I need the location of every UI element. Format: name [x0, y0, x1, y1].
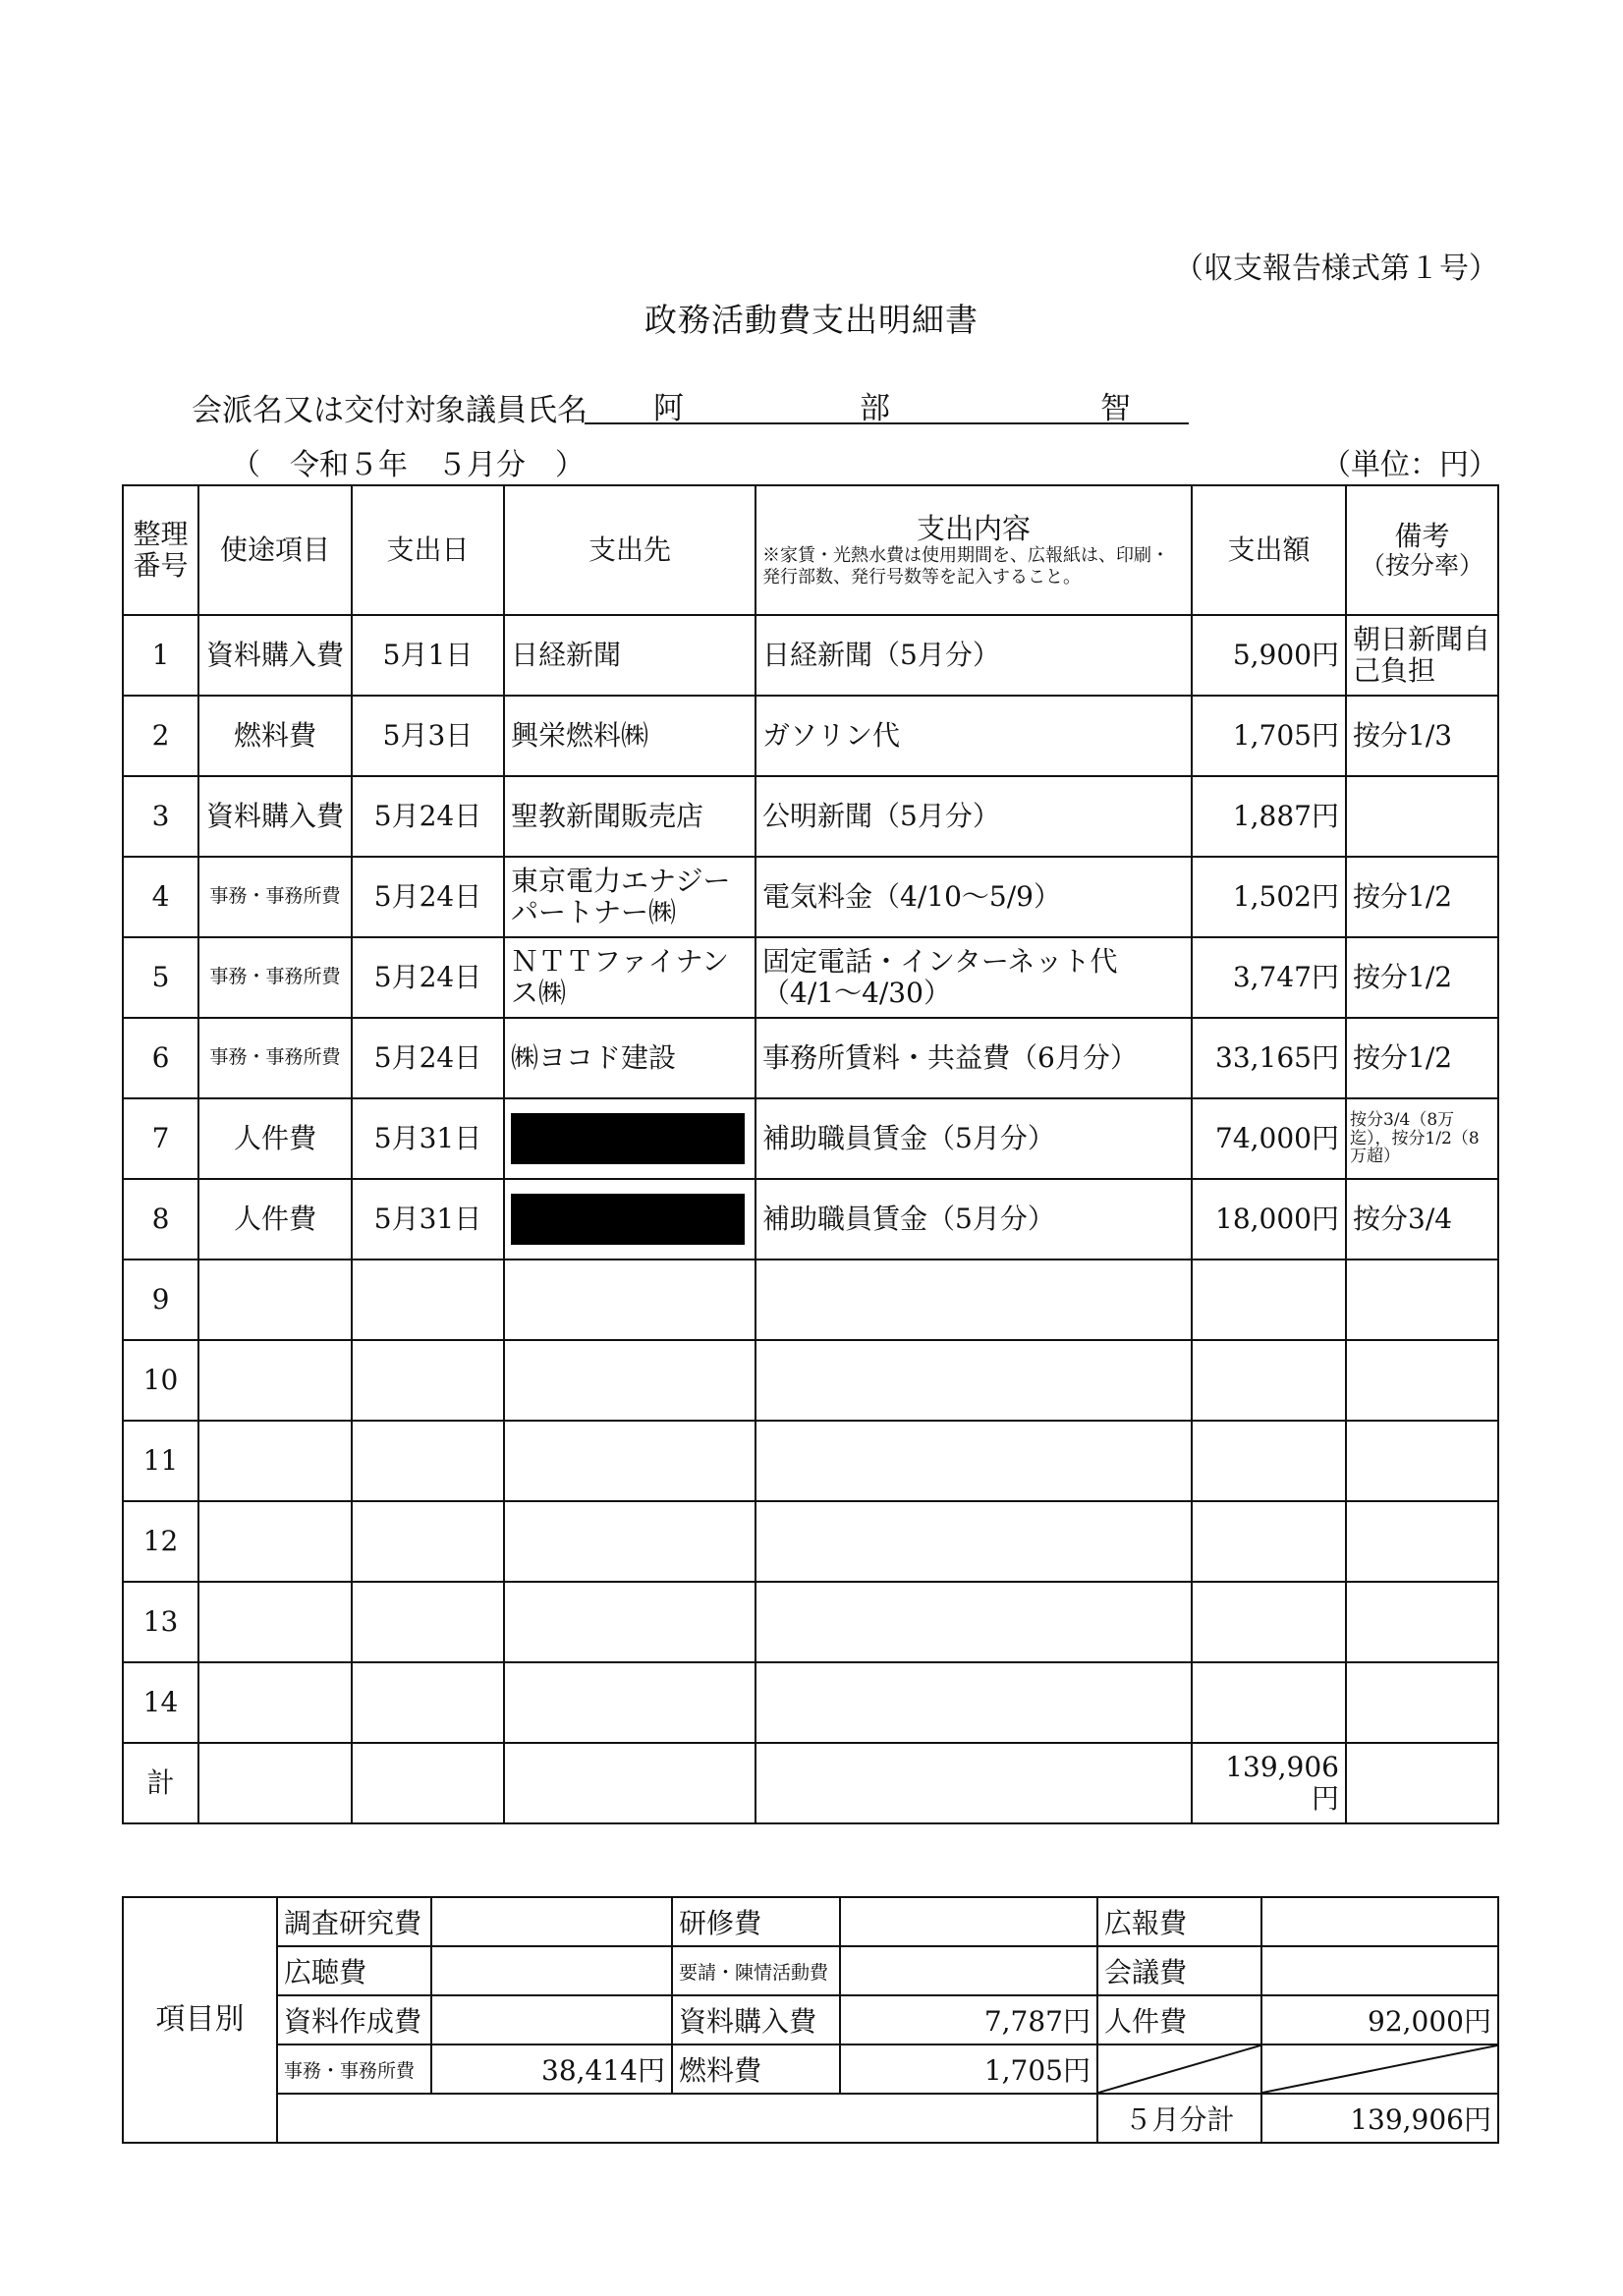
row-payee: 日経新聞: [504, 615, 756, 696]
row-note: 按分1/2: [1346, 937, 1498, 1018]
row-category: 人件費: [198, 1179, 352, 1260]
summary-item-label: 事務・事務所費: [277, 2044, 431, 2094]
row-payee: [504, 1340, 756, 1421]
table-row: [123, 1582, 1498, 1662]
summary-struck-cell: [1097, 2044, 1261, 2094]
row-note: [1346, 1340, 1498, 1421]
summary-blank-cell: [277, 2094, 1097, 2143]
row-payee: [504, 1179, 756, 1260]
row-amount: [1192, 1501, 1346, 1582]
form-number: （収支報告様式第１号）: [1174, 252, 1498, 286]
row-date: [352, 1501, 504, 1582]
row-date: 5月24日: [352, 937, 504, 1018]
row-note: 按分3/4（8万迄），按分1/2（8万超）: [1346, 1098, 1498, 1179]
table-row: [123, 696, 1498, 776]
table-row: [123, 615, 1498, 696]
row-detail: [756, 1260, 1192, 1340]
header-no: 整理番号: [123, 485, 198, 615]
row-date: [352, 1662, 504, 1743]
summary-item-label: 広聴費: [277, 1946, 431, 1995]
header-date: 支出日: [352, 485, 504, 615]
row-number: 3: [123, 776, 198, 857]
header-detail-title: 支出内容: [916, 511, 1031, 545]
summary-item-label: 資料作成費: [277, 1995, 431, 2044]
table-row: [123, 1421, 1498, 1501]
row-number: 12: [123, 1501, 198, 1582]
header-note-title: 備考: [1394, 519, 1450, 552]
row-category: [198, 1340, 352, 1421]
report-period: （ 令和５年 ５月分 ）: [231, 448, 585, 482]
row-note: 按分3/4: [1346, 1179, 1498, 1260]
diagonal-line: [1098, 2045, 1260, 2093]
row-payee: 興栄燃料㈱: [504, 696, 756, 776]
row-note: [1346, 1421, 1498, 1501]
row-number: 8: [123, 1179, 198, 1260]
member-name: [585, 383, 1189, 424]
summary-item-amount: [1261, 1897, 1498, 1946]
row-category: [198, 1421, 352, 1501]
row-number: 5: [123, 937, 198, 1018]
total-empty-cell: [198, 1743, 352, 1823]
row-amount: 1,887円: [1192, 776, 1346, 857]
row-payee: [504, 1582, 756, 1662]
summary-row: [123, 2044, 1498, 2094]
row-number: 1: [123, 615, 198, 696]
redaction-box: [511, 1194, 745, 1245]
row-detail: [756, 1662, 1192, 1743]
row-category: 資料購入費: [198, 776, 352, 857]
row-note: [1346, 1501, 1498, 1582]
table-row: [123, 1179, 1498, 1260]
row-number: 6: [123, 1018, 198, 1098]
summary-item-label: 燃料費: [672, 2044, 840, 2094]
total-empty-cell: [756, 1743, 1192, 1823]
row-date: 5月31日: [352, 1179, 504, 1260]
table-row: [123, 1340, 1498, 1421]
total-amount: 139,906円: [1192, 1743, 1346, 1823]
row-amount: 1,502円: [1192, 857, 1346, 937]
total-empty-cell: [1346, 1743, 1498, 1823]
row-amount: 1,705円: [1192, 696, 1346, 776]
row-date: 5月24日: [352, 1018, 504, 1098]
summary-struck-cell: [1261, 2044, 1498, 2094]
row-number: 4: [123, 857, 198, 937]
row-amount: [1192, 1421, 1346, 1501]
table-row: [123, 1098, 1498, 1179]
summary-item-label: 会議費: [1097, 1946, 1261, 1995]
row-category: 燃料費: [198, 696, 352, 776]
header-payee: 支出先: [504, 485, 756, 615]
summary-item-amount: [431, 1995, 672, 2044]
total-label: 計: [123, 1743, 198, 1823]
total-empty-cell: [352, 1743, 504, 1823]
row-detail: 事務所賃料・共益費（6月分）: [756, 1018, 1192, 1098]
row-date: 5月1日: [352, 615, 504, 696]
row-note: [1346, 1582, 1498, 1662]
row-category: 事務・事務所費: [198, 857, 352, 937]
row-date: [352, 1260, 504, 1340]
row-note: 按分1/3: [1346, 696, 1498, 776]
summary-item-label: 資料購入費: [672, 1995, 840, 2044]
row-amount: [1192, 1662, 1346, 1743]
header-amount: 支出額: [1192, 485, 1346, 615]
summary-item-amount: 1,705円: [840, 2044, 1097, 2094]
summary-item-amount: 7,787円: [840, 1995, 1097, 2044]
summary-item-label: 広報費: [1097, 1897, 1261, 1946]
table-row: [123, 937, 1498, 1018]
summary-item-label: 研修費: [672, 1897, 840, 1946]
header-detail-note: ※家賃・光熱水費は使用期間を、広報紙は、印刷・発行部数、発行号数等を記入すること。: [762, 545, 1169, 588]
row-category: [198, 1260, 352, 1340]
row-payee: [504, 1098, 756, 1179]
table-row: [123, 1501, 1498, 1582]
row-date: 5月3日: [352, 696, 504, 776]
row-payee: [504, 1260, 756, 1340]
table-row: [123, 776, 1498, 857]
summary-item-label: 要請・陳情活動費: [672, 1946, 840, 1995]
header-category: 使途項目: [198, 485, 352, 615]
row-date: 5月31日: [352, 1098, 504, 1179]
row-note: [1346, 1260, 1498, 1340]
row-payee: 東京電力エナジーパートナー㈱: [504, 857, 756, 937]
month-total-label: ５月分計: [1097, 2094, 1261, 2143]
unit-label: （単位：円）: [1321, 448, 1498, 482]
row-number: 9: [123, 1260, 198, 1340]
row-date: [352, 1340, 504, 1421]
header-note: [1346, 485, 1498, 615]
row-number: 7: [123, 1098, 198, 1179]
row-amount: [1192, 1582, 1346, 1662]
row-amount: [1192, 1260, 1346, 1340]
summary-item-amount: [840, 1946, 1097, 1995]
row-payee: [504, 1662, 756, 1743]
row-detail: [756, 1340, 1192, 1421]
table-row: [123, 1662, 1498, 1743]
summary-row: [123, 1946, 1498, 1995]
summary-side-label: 項目別: [123, 1897, 277, 2143]
table-row: [123, 1260, 1498, 1340]
summary-item-amount: 38,414円: [431, 2044, 672, 2094]
header-detail: [756, 485, 1192, 615]
row-category: [198, 1501, 352, 1582]
summary-item-amount: [431, 1946, 672, 1995]
table-header-row: [123, 485, 1498, 615]
summary-item-label: 人件費: [1097, 1995, 1261, 2044]
month-total-amount: 139,906円: [1261, 2094, 1498, 2143]
row-payee: [504, 1501, 756, 1582]
row-date: 5月24日: [352, 857, 504, 937]
row-note: 朝日新聞自己負担: [1346, 615, 1498, 696]
row-category: 人件費: [198, 1098, 352, 1179]
row-note: [1346, 1662, 1498, 1743]
summary-row: [123, 1995, 1498, 2044]
row-payee: [504, 1421, 756, 1501]
summary-row: [123, 1897, 1498, 1946]
row-detail: ガソリン代: [756, 696, 1192, 776]
summary-item-amount: [840, 1897, 1097, 1946]
row-amount: [1192, 1340, 1346, 1421]
row-note: [1346, 776, 1498, 857]
row-detail: 補助職員賃金（5月分）: [756, 1098, 1192, 1179]
row-number: 13: [123, 1582, 198, 1662]
member-name-char: 部: [860, 391, 890, 426]
total-row: [123, 1743, 1498, 1823]
diagonal-line: [1262, 2045, 1497, 2093]
row-amount: 74,000円: [1192, 1098, 1346, 1179]
row-category: 事務・事務所費: [198, 937, 352, 1018]
member-label: 会派名又は交付対象議員氏名: [192, 393, 588, 428]
row-detail: 日経新聞（5月分）: [756, 615, 1192, 696]
row-detail: 補助職員賃金（5月分）: [756, 1179, 1192, 1260]
row-payee: 聖教新聞販売店: [504, 776, 756, 857]
row-detail: [756, 1582, 1192, 1662]
row-number: 2: [123, 696, 198, 776]
row-category: 事務・事務所費: [198, 1018, 352, 1098]
row-payee: ＮＴＴファイナンス㈱: [504, 937, 756, 1018]
redaction-box: [511, 1113, 745, 1164]
row-detail: 公明新聞（5月分）: [756, 776, 1192, 857]
row-category: [198, 1662, 352, 1743]
category-summary-table: [122, 1896, 1499, 2144]
summary-item-amount: [431, 1897, 672, 1946]
row-payee: ㈱ヨコド建設: [504, 1018, 756, 1098]
row-detail: 電気料金（4/10～5/9）: [756, 857, 1192, 937]
row-amount: 5,900円: [1192, 615, 1346, 696]
row-date: [352, 1582, 504, 1662]
row-amount: 33,165円: [1192, 1018, 1346, 1098]
row-number: 10: [123, 1340, 198, 1421]
summary-item-amount: 92,000円: [1261, 1995, 1498, 2044]
expenditure-table: [122, 484, 1499, 1824]
table-row: [123, 857, 1498, 937]
row-category: [198, 1582, 352, 1662]
member-name-char: 阿: [653, 391, 684, 426]
document-title: 政務活動費支出明細書: [644, 301, 979, 339]
table-row: [123, 1018, 1498, 1098]
header-note-sub: （按分率）: [1360, 550, 1483, 580]
row-amount: 18,000円: [1192, 1179, 1346, 1260]
row-amount: 3,747円: [1192, 937, 1346, 1018]
summary-item-label: 調査研究費: [277, 1897, 431, 1946]
row-note: 按分1/2: [1346, 857, 1498, 937]
summary-item-amount: [1261, 1946, 1498, 1995]
total-empty-cell: [504, 1743, 756, 1823]
member-name-char: 智: [1100, 391, 1131, 426]
summary-total-row: [123, 2094, 1498, 2143]
row-detail: [756, 1501, 1192, 1582]
row-detail: 固定電話・インターネット代（4/1～4/30）: [756, 937, 1192, 1018]
row-date: 5月24日: [352, 776, 504, 857]
row-category: 資料購入費: [198, 615, 352, 696]
row-number: 11: [123, 1421, 198, 1501]
row-date: [352, 1421, 504, 1501]
row-note: 按分1/2: [1346, 1018, 1498, 1098]
row-number: 14: [123, 1662, 198, 1743]
row-detail: [756, 1421, 1192, 1501]
